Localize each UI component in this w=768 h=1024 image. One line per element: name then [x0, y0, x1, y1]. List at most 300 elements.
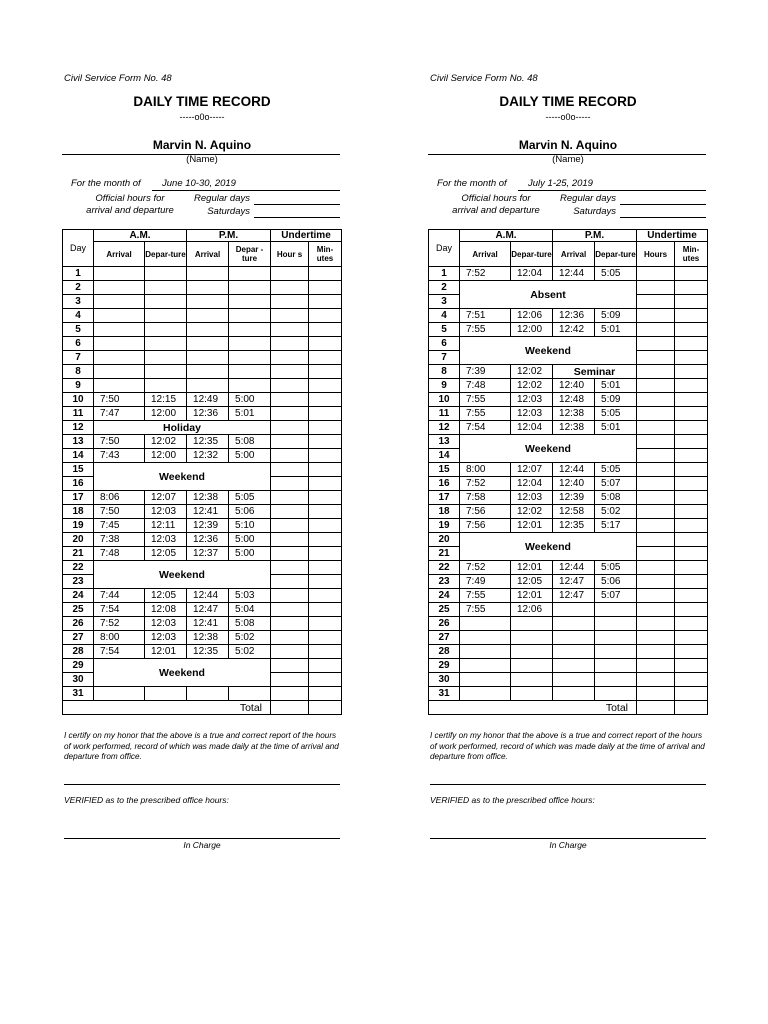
- pm-departure-cell: [229, 323, 271, 337]
- am-arrival-cell: 7:54: [460, 421, 511, 435]
- table-row: [429, 575, 708, 589]
- am-departure-cell: [145, 281, 187, 295]
- pm-arrival-cell: 12:44: [187, 589, 229, 603]
- pm-arrival-cell: [187, 323, 229, 337]
- pm-departure-cell: [229, 337, 271, 351]
- undertime-minutes-cell: [309, 589, 342, 603]
- day-status-note: Weekend: [460, 337, 637, 365]
- undertime-minutes-cell: [675, 491, 708, 505]
- undertime-hours-cell: [637, 603, 675, 617]
- undertime-minutes-cell: [675, 659, 708, 673]
- undertime-minutes-cell: [675, 603, 708, 617]
- day-cell: 14: [429, 449, 460, 463]
- pm-departure-header: Depar -ture: [229, 242, 271, 267]
- day-cell: 16: [429, 477, 460, 491]
- am-departure-cell: 12:08: [145, 603, 187, 617]
- undertime-minutes-cell: [309, 519, 342, 533]
- am-arrival-cell: 7:50: [94, 393, 145, 407]
- am-arrival-cell: 7:58: [460, 491, 511, 505]
- am-departure-cell: 12:03: [145, 631, 187, 645]
- day-cell: 6: [429, 337, 460, 351]
- pm-departure-cell: 5:06: [229, 505, 271, 519]
- day-cell: 24: [63, 589, 94, 603]
- am-arrival-cell: 7:51: [460, 309, 511, 323]
- day-cell: 29: [63, 659, 94, 673]
- table-row: [63, 407, 342, 421]
- undertime-hours-cell: [637, 393, 675, 407]
- undertime-hours-cell: [637, 365, 675, 379]
- undertime-minutes-cell: [309, 505, 342, 519]
- am-arrival-cell: [460, 631, 511, 645]
- undertime-minutes-cell: [675, 533, 708, 547]
- undertime-minutes-cell: [675, 407, 708, 421]
- name-caption: (Name): [552, 154, 584, 165]
- day-cell: 23: [63, 575, 94, 589]
- table-row: [63, 323, 342, 337]
- am-departure-cell: 12:01: [511, 561, 553, 575]
- am-departure-cell: 12:06: [511, 603, 553, 617]
- am-departure-cell: 12:03: [145, 617, 187, 631]
- day-cell: 7: [429, 351, 460, 365]
- day-cell: 15: [63, 463, 94, 477]
- dtr-form-july: [428, 0, 708, 1024]
- am-departure-cell: 12:05: [145, 589, 187, 603]
- am-departure-cell: [511, 687, 553, 701]
- undertime-hours-cell: [271, 309, 309, 323]
- undertime-minutes-cell: [309, 687, 342, 701]
- undertime-minutes-cell: [309, 435, 342, 449]
- table-row: [63, 645, 342, 659]
- table-row: [429, 393, 708, 407]
- table-row: [63, 435, 342, 449]
- undertime-minutes-cell: [675, 477, 708, 491]
- am-departure-cell: [145, 379, 187, 393]
- day-cell: 20: [429, 533, 460, 547]
- am-arrival-cell: 7:39: [460, 365, 511, 379]
- total-row: [63, 701, 342, 715]
- undertime-hours-cell: [637, 281, 675, 295]
- pm-departure-cell: [595, 603, 637, 617]
- pm-arrival-cell: 12:40: [553, 477, 595, 491]
- day-status-note: Absent: [460, 281, 637, 309]
- day-cell: 22: [63, 561, 94, 575]
- in-charge-label: In Charge: [183, 840, 221, 850]
- pm-departure-cell: 5:17: [595, 519, 637, 533]
- am-arrival-cell: 7:52: [460, 561, 511, 575]
- undertime-minutes-cell: [309, 547, 342, 561]
- saturdays-line: [254, 217, 340, 218]
- undertime-minutes-cell: [675, 421, 708, 435]
- form-number: Civil Service Form No. 48: [64, 73, 172, 84]
- pm-departure-cell: 5:05: [229, 491, 271, 505]
- day-cell: 3: [429, 295, 460, 309]
- day-status-note: Weekend: [94, 463, 271, 491]
- day-cell: 10: [63, 393, 94, 407]
- pm-departure-cell: [595, 631, 637, 645]
- am-arrival-cell: [94, 281, 145, 295]
- regular-days-line: [254, 204, 340, 205]
- day-cell: 7: [63, 351, 94, 365]
- table-row: [63, 379, 342, 393]
- total-hours-cell: [637, 701, 675, 715]
- day-cell: 11: [63, 407, 94, 421]
- pm-departure-cell: 5:09: [595, 393, 637, 407]
- undertime-minutes-cell: [309, 365, 342, 379]
- am-arrival-cell: 7:44: [94, 589, 145, 603]
- pm-departure-cell: 5:05: [595, 407, 637, 421]
- undertime-minutes-cell: [309, 295, 342, 309]
- table-row: [429, 267, 708, 281]
- am-departure-cell: 12:11: [145, 519, 187, 533]
- am-arrival-cell: [460, 659, 511, 673]
- day-cell: 2: [63, 281, 94, 295]
- undertime-hours-cell: [271, 533, 309, 547]
- day-header: Day: [429, 230, 460, 267]
- undertime-hours-cell: [637, 547, 675, 561]
- pm-departure-cell: [595, 645, 637, 659]
- undertime-hours-cell: [637, 659, 675, 673]
- am-departure-header: Depar-ture: [511, 242, 553, 267]
- table-row: [429, 505, 708, 519]
- day-header: Day: [63, 230, 94, 267]
- am-departure-cell: 12:02: [511, 379, 553, 393]
- undertime-hours-cell: [271, 547, 309, 561]
- am-arrival-cell: [460, 673, 511, 687]
- form-title: DAILY TIME RECORD: [499, 94, 637, 109]
- pm-arrival-cell: 12:36: [187, 533, 229, 547]
- am-departure-cell: [511, 659, 553, 673]
- table-row: [429, 463, 708, 477]
- pm-departure-cell: 5:00: [229, 393, 271, 407]
- am-departure-cell: 12:02: [145, 435, 187, 449]
- day-cell: 3: [63, 295, 94, 309]
- day-cell: 20: [63, 533, 94, 547]
- am-departure-cell: 12:03: [145, 533, 187, 547]
- pm-departure-cell: [229, 295, 271, 309]
- saturdays-label: Saturdays: [207, 206, 250, 217]
- pm-arrival-cell: 12:47: [553, 589, 595, 603]
- day-cell: 10: [429, 393, 460, 407]
- pm-departure-cell: 5:05: [595, 561, 637, 575]
- undertime-hours-cell: [637, 631, 675, 645]
- am-departure-cell: 12:15: [145, 393, 187, 407]
- undertime-hours-cell: [637, 337, 675, 351]
- am-departure-cell: 12:07: [511, 463, 553, 477]
- am-arrival-cell: 7:52: [460, 477, 511, 491]
- table-row: [429, 323, 708, 337]
- table-row: [63, 617, 342, 631]
- pm-departure-cell: 5:03: [229, 589, 271, 603]
- table-row: [429, 659, 708, 673]
- undertime-hours-cell: [271, 295, 309, 309]
- day-cell: 8: [429, 365, 460, 379]
- pm-departure-cell: 5:08: [595, 491, 637, 505]
- am-departure-cell: 12:03: [511, 407, 553, 421]
- am-arrival-cell: 7:52: [460, 267, 511, 281]
- official-hours-label-2: arrival and departure: [452, 205, 540, 216]
- undertime-minutes-cell: [309, 281, 342, 295]
- day-cell: 9: [429, 379, 460, 393]
- day-cell: 16: [63, 477, 94, 491]
- am-departure-cell: 12:03: [511, 393, 553, 407]
- table-row: [429, 617, 708, 631]
- undertime-hours-cell: [271, 379, 309, 393]
- pm-departure-cell: [229, 365, 271, 379]
- am-departure-cell: [511, 617, 553, 631]
- pm-departure-cell: 5:02: [595, 505, 637, 519]
- day-cell: 23: [429, 575, 460, 589]
- saturdays-label: Saturdays: [573, 206, 616, 217]
- am-header: A.M.: [460, 230, 553, 242]
- undertime-hours-cell: [271, 267, 309, 281]
- pm-arrival-cell: 12:38: [553, 421, 595, 435]
- day-cell: 26: [429, 617, 460, 631]
- undertime-hours-cell: [271, 659, 309, 673]
- total-minutes-cell: [309, 701, 342, 715]
- title-separator: -----o0o-----: [179, 112, 225, 122]
- day-cell: 12: [429, 421, 460, 435]
- pm-arrival-cell: [187, 687, 229, 701]
- day-cell: 8: [63, 365, 94, 379]
- table-row: [429, 407, 708, 421]
- pm-departure-cell: 5:07: [595, 589, 637, 603]
- table-row: [63, 295, 342, 309]
- day-cell: 30: [63, 673, 94, 687]
- am-departure-cell: 12:05: [145, 547, 187, 561]
- table-row: [63, 365, 342, 379]
- pm-arrival-cell: 12:47: [553, 575, 595, 589]
- month-underline: [152, 190, 340, 191]
- am-arrival-cell: 7:55: [460, 407, 511, 421]
- am-arrival-cell: [94, 337, 145, 351]
- day-cell: 25: [63, 603, 94, 617]
- table-row: [63, 603, 342, 617]
- undertime-hours-cell: [271, 407, 309, 421]
- am-arrival-cell: 7:54: [94, 645, 145, 659]
- am-arrival-header: Arrival: [94, 242, 145, 267]
- undertime-hours-cell: [271, 281, 309, 295]
- day-cell: 24: [429, 589, 460, 603]
- day-cell: 5: [429, 323, 460, 337]
- undertime-minutes-cell: [309, 463, 342, 477]
- table-row: [429, 603, 708, 617]
- table-row: [63, 393, 342, 407]
- undertime-hours-cell: [271, 673, 309, 687]
- pm-arrival-cell: [187, 379, 229, 393]
- table-row: [63, 337, 342, 351]
- title-separator: -----o0o-----: [545, 112, 591, 122]
- pm-departure-cell: 5:01: [229, 407, 271, 421]
- pm-arrival-cell: 12:44: [553, 561, 595, 575]
- table-row: [63, 533, 342, 547]
- day-cell: 31: [63, 687, 94, 701]
- table-row: [63, 631, 342, 645]
- pm-arrival-cell: [187, 267, 229, 281]
- table-row: [429, 533, 708, 547]
- day-status-note: Weekend: [460, 435, 637, 463]
- pm-departure-cell: [595, 659, 637, 673]
- undertime-minutes-cell: [309, 645, 342, 659]
- am-departure-cell: 12:00: [511, 323, 553, 337]
- undertime-minutes-cell: [675, 463, 708, 477]
- day-cell: 26: [63, 617, 94, 631]
- day-cell: 31: [429, 687, 460, 701]
- pm-arrival-cell: 12:38: [553, 407, 595, 421]
- undertime-hours-cell: [637, 351, 675, 365]
- pm-arrival-cell: 12:48: [553, 393, 595, 407]
- certification-text: I certify on my honor that the above is a true and correct report of the hours of work performed, record of which was made daily at the time of arrival and departure from office.: [430, 731, 705, 761]
- table-row: [429, 687, 708, 701]
- table-row: [429, 645, 708, 659]
- pm-departure-cell: 5:09: [595, 309, 637, 323]
- am-departure-cell: [145, 365, 187, 379]
- pm-departure-cell: [229, 351, 271, 365]
- undertime-minutes-cell: [675, 393, 708, 407]
- table-row: [63, 281, 342, 295]
- day-cell: 28: [63, 645, 94, 659]
- month-label: For the month of: [437, 178, 507, 189]
- pm-departure-cell: 5:07: [595, 477, 637, 491]
- undertime-hours-cell: [271, 449, 309, 463]
- undertime-minutes-cell: [309, 407, 342, 421]
- pm-status-note: Seminar: [553, 365, 637, 379]
- day-cell: 6: [63, 337, 94, 351]
- am-departure-cell: [145, 687, 187, 701]
- pm-header: P.M.: [187, 230, 271, 242]
- hours-header: Hour s: [271, 242, 309, 267]
- in-charge-line: [64, 838, 340, 839]
- undertime-minutes-cell: [675, 449, 708, 463]
- am-departure-cell: 12:07: [145, 491, 187, 505]
- am-arrival-cell: [94, 309, 145, 323]
- table-row: [63, 463, 342, 477]
- day-cell: 15: [429, 463, 460, 477]
- table-row: [429, 491, 708, 505]
- am-departure-cell: 12:05: [511, 575, 553, 589]
- undertime-header: Undertime: [637, 230, 708, 242]
- am-arrival-cell: [94, 687, 145, 701]
- am-departure-cell: 12:04: [511, 477, 553, 491]
- pm-arrival-cell: [553, 645, 595, 659]
- am-arrival-cell: 7:55: [460, 603, 511, 617]
- table-row: [63, 687, 342, 701]
- am-arrival-cell: [94, 365, 145, 379]
- total-minutes-cell: [675, 701, 708, 715]
- month-value: July 1-25, 2019: [528, 178, 593, 189]
- day-cell: 27: [63, 631, 94, 645]
- pm-departure-cell: 5:08: [229, 617, 271, 631]
- verified-text: VERIFIED as to the prescribed office hours:: [64, 795, 229, 805]
- pm-departure-cell: [595, 673, 637, 687]
- dtr-form-june: [62, 0, 342, 1024]
- pm-departure-cell: 5:01: [595, 421, 637, 435]
- table-row: [429, 421, 708, 435]
- undertime-minutes-cell: [675, 547, 708, 561]
- undertime-hours-cell: [637, 589, 675, 603]
- am-arrival-cell: 7:48: [94, 547, 145, 561]
- in-charge-label: In Charge: [549, 840, 587, 850]
- undertime-minutes-cell: [309, 323, 342, 337]
- am-arrival-cell: 7:50: [94, 505, 145, 519]
- undertime-hours-cell: [271, 337, 309, 351]
- pm-departure-cell: [595, 687, 637, 701]
- undertime-hours-cell: [271, 477, 309, 491]
- undertime-minutes-cell: [309, 673, 342, 687]
- pm-departure-cell: [229, 687, 271, 701]
- pm-arrival-cell: [187, 295, 229, 309]
- pm-arrival-cell: 12:36: [187, 407, 229, 421]
- pm-departure-cell: 5:08: [229, 435, 271, 449]
- undertime-hours-cell: [271, 589, 309, 603]
- header-row-group: [63, 230, 342, 242]
- am-arrival-cell: 8:00: [460, 463, 511, 477]
- total-label: Total: [429, 701, 637, 715]
- am-departure-cell: 12:01: [511, 589, 553, 603]
- day-cell: 18: [429, 505, 460, 519]
- table-row: [429, 519, 708, 533]
- am-departure-cell: 12:03: [145, 505, 187, 519]
- am-arrival-cell: 7:52: [94, 617, 145, 631]
- in-charge-line: [430, 838, 706, 839]
- total-hours-cell: [271, 701, 309, 715]
- undertime-hours-cell: [637, 421, 675, 435]
- header-row-sub: [63, 242, 342, 267]
- pm-arrival-cell: [553, 617, 595, 631]
- pm-arrival-cell: 12:37: [187, 547, 229, 561]
- undertime-hours-cell: [637, 295, 675, 309]
- undertime-hours-cell: [637, 687, 675, 701]
- table-row: [429, 561, 708, 575]
- day-cell: 21: [63, 547, 94, 561]
- day-status-note: Weekend: [94, 659, 271, 687]
- am-departure-header: Depar-ture: [145, 242, 187, 267]
- undertime-hours-cell: [637, 309, 675, 323]
- signature-line: [64, 784, 340, 785]
- undertime-hours-cell: [637, 505, 675, 519]
- undertime-hours-cell: [271, 645, 309, 659]
- undertime-hours-cell: [271, 687, 309, 701]
- pm-departure-cell: [229, 281, 271, 295]
- undertime-hours-cell: [271, 631, 309, 645]
- undertime-hours-cell: [271, 365, 309, 379]
- am-arrival-cell: 7:45: [94, 519, 145, 533]
- undertime-hours-cell: [637, 477, 675, 491]
- pm-arrival-cell: 12:44: [553, 267, 595, 281]
- employee-name: Marvin N. Aquino: [518, 138, 618, 152]
- day-cell: 4: [63, 309, 94, 323]
- pm-departure-cell: 5:00: [229, 449, 271, 463]
- table-row: [63, 659, 342, 673]
- am-departure-cell: 12:00: [145, 407, 187, 421]
- am-departure-cell: 12:04: [511, 267, 553, 281]
- table-row: [63, 491, 342, 505]
- day-status-note: Weekend: [460, 533, 637, 561]
- undertime-hours-cell: [637, 449, 675, 463]
- table-row: [63, 421, 342, 435]
- table-row: [429, 435, 708, 449]
- undertime-minutes-cell: [309, 393, 342, 407]
- undertime-hours-cell: [271, 463, 309, 477]
- am-arrival-cell: 8:06: [94, 491, 145, 505]
- pm-arrival-cell: 12:35: [187, 645, 229, 659]
- am-arrival-cell: 7:54: [94, 603, 145, 617]
- undertime-minutes-cell: [675, 323, 708, 337]
- day-cell: 1: [63, 267, 94, 281]
- day-cell: 14: [63, 449, 94, 463]
- pm-departure-cell: 5:00: [229, 533, 271, 547]
- undertime-hours-cell: [271, 435, 309, 449]
- undertime-minutes-cell: [675, 687, 708, 701]
